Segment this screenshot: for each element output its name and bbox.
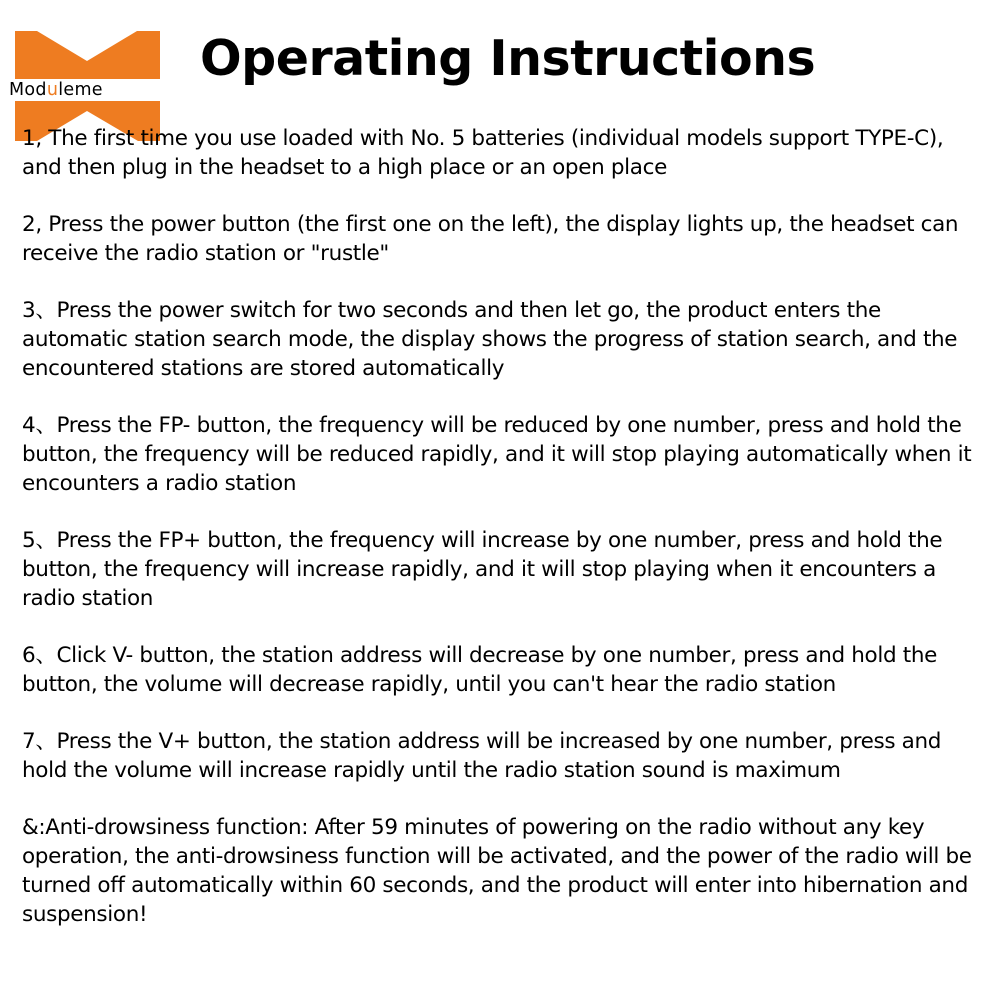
instruction-item: 4、Press the FP- button, the frequency will be reduced by one number, press and hold the button, the frequency will be reduced rapidly, and it will stop playing automatically when it encounters a radio station — [22, 413, 978, 496]
instruction-item: &:Anti-drowsiness function: After 59 minutes of powering on the radio without any key operation, the anti-drowsiness function will be activated, and the power of the radio will be turned off automatically within 60 seconds, and the product will enter into hibernation and suspension! — [22, 815, 979, 927]
instruction-item: 5、Press the FP+ button, the frequency will increase by one number, press and hold the button, the frequency will increase rapidly, and it will stop playing when it encounters a radio station — [22, 528, 949, 611]
instructions-list — [22, 124, 987, 957]
instruction-item: 1, The first time you use loaded with No. 5 batteries (individual models support TYPE-C), and then plug in the headset to a high place or an open place — [22, 126, 950, 180]
page-title: Operating Instructions — [200, 30, 816, 87]
brand-name: Moduleme — [9, 79, 173, 101]
instruction-item: 7、Press the V+ button, the station address will be increased by one number, press and hold the volume will increase rapidly until the radio station sound is maximum — [22, 729, 948, 783]
instruction-item: 6、Click V- button, the station address will decrease by one number, press and hold the button, the volume will decrease rapidly, until you can't hear the radio station — [22, 643, 944, 697]
instruction-item: 3、Press the power switch for two seconds and then let go, the product enters the automatic station search mode, the display shows the progress of station search, and the encountered stations are stored automatically — [22, 298, 964, 381]
instruction-item: 2, Press the power button (the first one on the left), the display lights up, the headset can receive the radio station or "rustle" — [22, 212, 965, 266]
